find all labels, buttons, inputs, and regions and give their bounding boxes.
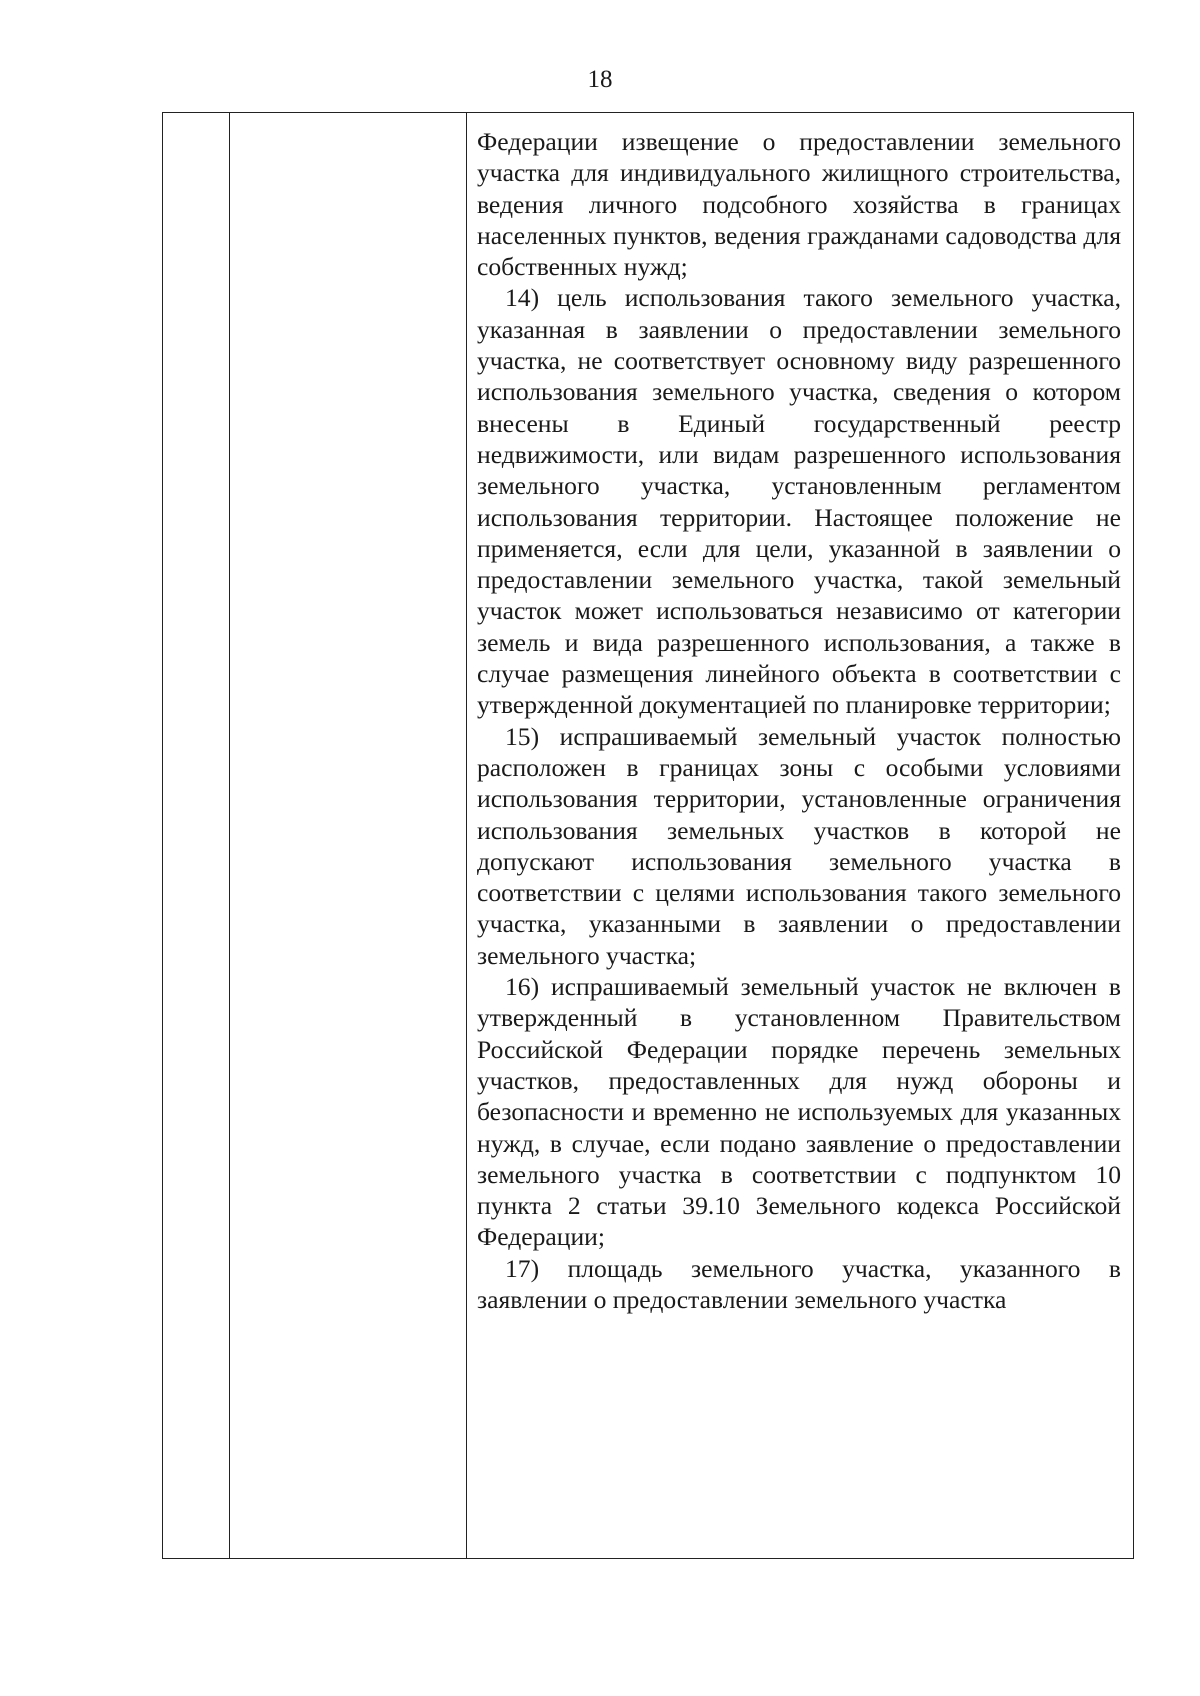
cell-text-block bbox=[467, 113, 1133, 1315]
table-cell-title bbox=[230, 113, 467, 1559]
paragraph-item-17: 17) площадь земельного участка, указанного в заявлении о предоставлении земельного участка bbox=[477, 1253, 1121, 1314]
document-table bbox=[162, 112, 1134, 1559]
paragraph-continuation: Федерации извещение о предоставлении земельного участка для индивидуального жилищного строительства, ведения личного подсобного хозяйства в границах населенных пунктов, ведения гражданами садоводства для собственных нужд; bbox=[477, 127, 1121, 282]
table-cell-content bbox=[467, 113, 1134, 1559]
paragraph-item-16: 16) испрашиваемый земельный участок не включен в утвержденный в установленном Правительством Российской Федерации порядке перечень земельных участков, предоставленных для нужд обороны и безопасности и временно не используемых для указанных нужд, в случае, если подано заявление о предоставлении земельного участка в соответствии с подпунктом 10 пункта 2 статьи 39.10 Земельного кодекса Российской Федерации; bbox=[477, 972, 1121, 1252]
paragraph-item-14: 14) цель использования такого земельного участка, указанная в заявлении о предоставлении земельного участка, не соответствует основному виду разрешенного использования земельного участка, сведения о котором внесены в Единый государственный реестр недвижимости, или видам разрешенного использования земельного участка, установленным регламентом использования территории. Настоящее положение не применяется, если для цели, указанной в заявлении о предоставлении земельного участка, такой земельный участок может использоваться независимо от категории земель и вида разрешенного использования, а также в случае размещения линейного объекта в соответствии с утвержденной документацией по планировке территории; bbox=[477, 283, 1121, 720]
table-row bbox=[163, 113, 1134, 1559]
paragraph-item-15: 15) испрашиваемый земельный участок полностью расположен в границах зоны с особыми условиями использования территории, установленные ограничения использования земельных участков в которой не допускают использования земельного участка в соответствии с целями использования такого земельного участка, указанными в заявлении о предоставлении земельного участка; bbox=[477, 721, 1121, 970]
table-cell-number bbox=[163, 113, 230, 1559]
page-number: 18 bbox=[587, 66, 613, 93]
